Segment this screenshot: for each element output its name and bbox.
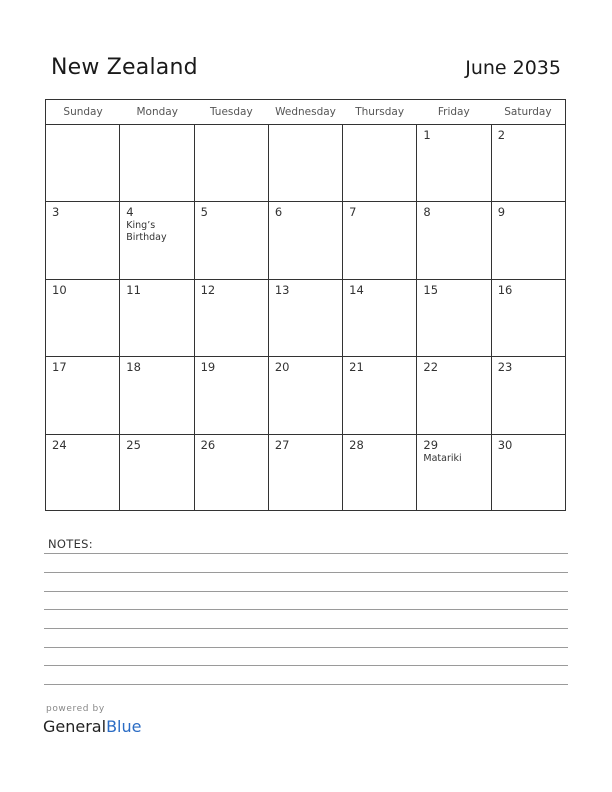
brand-general-text: General: [43, 717, 107, 736]
weekday-header: Thursday: [355, 106, 405, 118]
day-number: 13: [274, 282, 290, 297]
day-number: 21: [349, 360, 364, 375]
holiday-label: Matariki: [423, 452, 462, 464]
calendar-day-cell: [269, 125, 343, 201]
day-number: 15: [423, 282, 439, 297]
weekday-header-row: [46, 100, 565, 125]
calendar-day-cell: [343, 357, 417, 433]
weekday-header: Sunday: [63, 106, 103, 118]
day-number: 7: [349, 205, 357, 220]
calendar-day-cell: [195, 435, 269, 511]
weekday-header: Wednesday: [275, 106, 336, 118]
weekday-header: Monday: [136, 106, 178, 118]
day-number: 24: [52, 437, 67, 452]
day-number: 22: [423, 360, 439, 375]
calendar-day-cell: [195, 280, 269, 356]
day-number: 27: [274, 437, 290, 452]
note-line: [44, 572, 568, 573]
day-number: 12: [200, 282, 216, 297]
day-number: 10: [52, 282, 67, 297]
day-number: 17: [52, 360, 67, 375]
calendar-week-row: [46, 202, 565, 279]
calendar-day-cell: [417, 202, 491, 278]
calendar-day-cell: [417, 357, 491, 433]
calendar-day-cell: [120, 280, 194, 356]
calendar-day-cell: [46, 435, 120, 511]
day-number: 20: [274, 360, 290, 375]
day-number: 23: [497, 360, 513, 375]
day-number: 2: [497, 128, 506, 142]
calendar-day-cell: [195, 125, 269, 201]
day-number: 11: [126, 282, 141, 297]
day-number: 9: [497, 205, 506, 220]
calendar-day-cell: [269, 280, 343, 356]
calendar-day-cell: [492, 280, 565, 356]
calendar-day-cell: [120, 357, 194, 433]
note-line: [44, 665, 568, 666]
day-number: 1: [423, 128, 431, 142]
brand-blue-text: Blue: [106, 717, 142, 736]
day-number: 30: [497, 437, 513, 452]
calendar-week-row: [46, 280, 565, 357]
day-number: 3: [52, 205, 60, 220]
calendar-day-cell: [269, 202, 343, 278]
day-number: 26: [200, 437, 216, 452]
calendar-weeks: [46, 125, 565, 511]
calendar-day-cell: [492, 202, 565, 278]
day-number: 6: [274, 205, 283, 220]
day-number: 4: [126, 205, 134, 220]
note-line: [44, 684, 568, 685]
calendar-week-row: [46, 435, 565, 511]
calendar-month-year: June 2035: [465, 57, 561, 79]
calendar-day-cell: [417, 435, 491, 511]
weekday-header: Tuesday: [209, 106, 253, 118]
calendar-day-cell: [269, 435, 343, 511]
note-line: [44, 647, 568, 648]
calendar-day-cell: [343, 202, 417, 278]
day-number: 28: [349, 437, 364, 452]
calendar-day-cell: [120, 202, 194, 278]
calendar-country-title: New Zealand: [51, 55, 198, 80]
calendar-day-cell: [492, 357, 565, 433]
calendar-week-row: [46, 357, 565, 434]
day-number: 19: [200, 360, 216, 375]
note-line: [44, 553, 568, 554]
calendar-grid: [45, 99, 566, 511]
calendar-day-cell: [46, 202, 120, 278]
calendar-day-cell: [195, 357, 269, 433]
powered-by-text: powered by: [46, 704, 105, 714]
calendar-day-cell: [492, 435, 565, 511]
calendar-day-cell: [417, 280, 491, 356]
notes-label: NOTES:: [48, 537, 93, 551]
day-number: 29: [423, 437, 439, 452]
weekday-header: Friday: [437, 106, 470, 118]
calendar-day-cell: [417, 125, 491, 201]
calendar-day-cell: [343, 280, 417, 356]
day-number: 16: [497, 282, 513, 297]
calendar-day-cell: [492, 125, 565, 201]
calendar-day-cell: [120, 435, 194, 511]
day-number: 5: [200, 205, 208, 220]
calendar-day-cell: [120, 125, 194, 201]
calendar-day-cell: [46, 280, 120, 356]
calendar-day-cell: [269, 357, 343, 433]
generalblue-logo: [43, 717, 141, 736]
holiday-label: King’s Birthday: [126, 220, 167, 244]
calendar-day-cell: [343, 125, 417, 201]
note-line: [44, 628, 568, 629]
day-number: 25: [126, 437, 141, 452]
note-line: [44, 609, 568, 610]
day-number: 14: [349, 282, 364, 297]
note-line: [44, 591, 568, 592]
calendar-week-row: [46, 125, 565, 202]
day-number: 8: [423, 205, 431, 220]
calendar-day-cell: [46, 125, 120, 201]
calendar-day-cell: [46, 357, 120, 433]
weekday-header: Saturday: [504, 106, 552, 118]
calendar-day-cell: [195, 202, 269, 278]
day-number: 18: [126, 360, 141, 375]
calendar-day-cell: [343, 435, 417, 511]
